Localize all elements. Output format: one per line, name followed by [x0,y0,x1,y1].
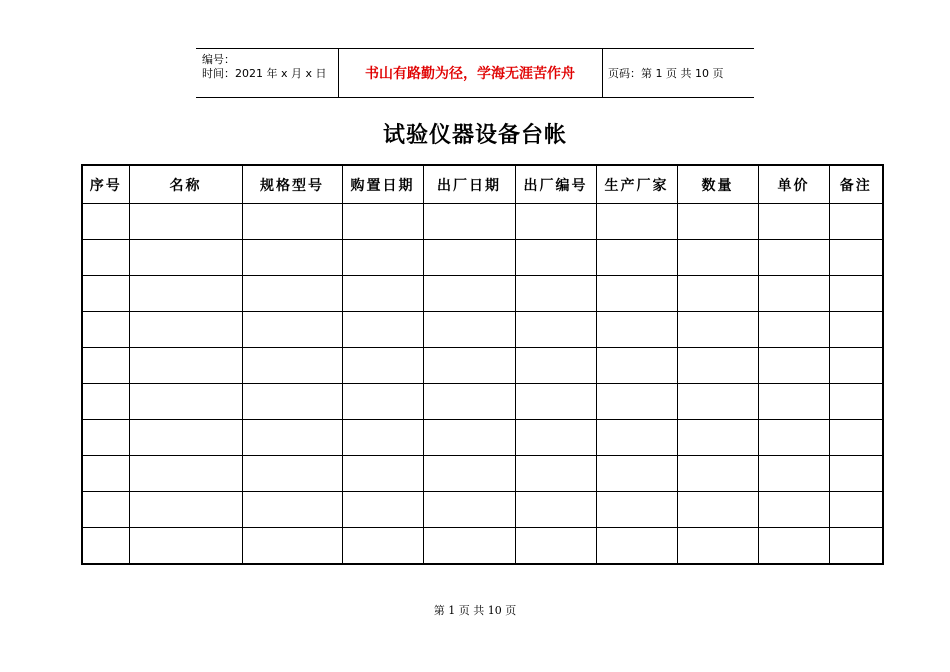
table-cell[interactable] [423,312,515,348]
table-cell[interactable] [677,276,758,312]
table-cell[interactable] [758,204,829,240]
table-cell[interactable] [677,240,758,276]
column-header: 数量 [677,165,758,204]
table-cell[interactable] [129,492,242,528]
table-cell[interactable] [596,240,677,276]
column-header: 购置日期 [342,165,423,204]
table-cell[interactable] [423,240,515,276]
table-cell[interactable] [342,456,423,492]
equipment-ledger-table [81,164,884,565]
table-cell[interactable] [677,420,758,456]
table-cell[interactable] [829,384,883,420]
table-cell[interactable] [677,348,758,384]
table-cell[interactable] [423,528,515,565]
table-cell[interactable] [677,492,758,528]
table-cell[interactable] [515,492,596,528]
table-row [82,420,883,456]
table-cell[interactable] [829,276,883,312]
table-cell[interactable] [596,420,677,456]
table-cell[interactable] [342,204,423,240]
table-cell[interactable] [829,240,883,276]
table-cell[interactable] [515,384,596,420]
table-cell[interactable] [758,456,829,492]
table-cell[interactable] [596,492,677,528]
table-row [82,384,883,420]
column-header: 规格型号 [242,165,342,204]
column-header: 单价 [758,165,829,204]
table-cell[interactable] [829,456,883,492]
table-cell[interactable] [129,312,242,348]
table-cell[interactable] [242,348,342,384]
table-cell[interactable] [242,240,342,276]
column-header: 名称 [129,165,242,204]
table-cell[interactable] [515,204,596,240]
table-header-row [82,165,883,204]
table-cell[interactable] [829,492,883,528]
column-header: 序号 [82,165,129,204]
table-cell[interactable] [129,240,242,276]
table-cell[interactable] [82,384,129,420]
table-row [82,456,883,492]
table-cell[interactable] [129,276,242,312]
table-cell[interactable] [596,348,677,384]
table-cell[interactable] [829,528,883,565]
table-cell[interactable] [677,204,758,240]
table-cell[interactable] [515,312,596,348]
table-cell[interactable] [342,240,423,276]
table-cell[interactable] [596,312,677,348]
page-header [196,48,754,98]
table-cell[interactable] [129,384,242,420]
table-row [82,492,883,528]
table-cell[interactable] [677,456,758,492]
table-cell[interactable] [342,492,423,528]
table-cell[interactable] [758,348,829,384]
table-cell[interactable] [242,384,342,420]
table-cell[interactable] [242,204,342,240]
table-cell[interactable] [342,420,423,456]
column-header: 生产厂家 [596,165,677,204]
table-cell[interactable] [423,420,515,456]
table-cell[interactable] [829,312,883,348]
table-row [82,204,883,240]
table-cell[interactable] [423,276,515,312]
column-header: 出厂编号 [515,165,596,204]
table-cell[interactable] [342,276,423,312]
table-row [82,348,883,384]
table-cell[interactable] [82,348,129,384]
page-footer: 第 1 页 共 10 页 [433,604,517,617]
table-cell[interactable] [758,240,829,276]
table-cell[interactable] [829,204,883,240]
table-cell[interactable] [242,312,342,348]
table-row [82,276,883,312]
table-cell[interactable] [596,456,677,492]
table-cell[interactable] [129,348,242,384]
table-cell[interactable] [82,312,129,348]
table-cell[interactable] [758,312,829,348]
table-cell[interactable] [758,384,829,420]
table-cell[interactable] [758,420,829,456]
table-cell[interactable] [515,420,596,456]
table-cell[interactable] [82,240,129,276]
table-cell[interactable] [423,204,515,240]
table-cell[interactable] [515,276,596,312]
table-cell[interactable] [82,528,129,565]
table-row [82,528,883,565]
table-cell[interactable] [82,456,129,492]
table-cell[interactable] [596,384,677,420]
table-cell[interactable] [129,528,242,565]
table-cell[interactable] [82,204,129,240]
table-cell[interactable] [423,384,515,420]
header-motto: 书山有路勤为径，学海无涯苦作舟 [365,66,575,82]
table-cell[interactable] [423,492,515,528]
table-cell[interactable] [82,276,129,312]
page-title: 试验仪器设备台帐 [382,123,567,148]
table-cell[interactable] [82,420,129,456]
table-cell[interactable] [677,528,758,565]
table-cell[interactable] [342,384,423,420]
table-cell[interactable] [423,456,515,492]
table-cell[interactable] [129,456,242,492]
table-row [82,312,883,348]
table-cell[interactable] [242,420,342,456]
table-cell[interactable] [515,528,596,565]
table-cell[interactable] [677,312,758,348]
table-cell[interactable] [515,456,596,492]
table-cell[interactable] [242,492,342,528]
column-header: 出厂日期 [423,165,515,204]
table-cell[interactable] [829,420,883,456]
table-row [82,240,883,276]
document-date-label: 时间：2021 年 x 月 x 日 [202,67,327,80]
table-cell[interactable] [342,528,423,565]
table-cell[interactable] [677,384,758,420]
table-cell[interactable] [423,348,515,384]
table-cell[interactable] [515,240,596,276]
table-cell[interactable] [242,528,342,565]
header-divider [602,49,603,97]
table-cell[interactable] [82,492,129,528]
table-cell[interactable] [758,492,829,528]
table-cell[interactable] [342,348,423,384]
document-number-label: 编号： [202,53,235,66]
table-cell[interactable] [758,528,829,565]
table-cell[interactable] [596,528,677,565]
table-cell[interactable] [758,276,829,312]
table-cell[interactable] [829,348,883,384]
column-header: 备注 [829,165,883,204]
table-cell[interactable] [129,420,242,456]
table-cell[interactable] [242,276,342,312]
table-cell[interactable] [596,204,677,240]
table-cell[interactable] [596,276,677,312]
table-cell[interactable] [129,204,242,240]
table-cell[interactable] [342,312,423,348]
table-cell[interactable] [515,348,596,384]
table-cell[interactable] [242,456,342,492]
header-page-info: 页码：第 1 页 共 10 页 [608,67,724,80]
